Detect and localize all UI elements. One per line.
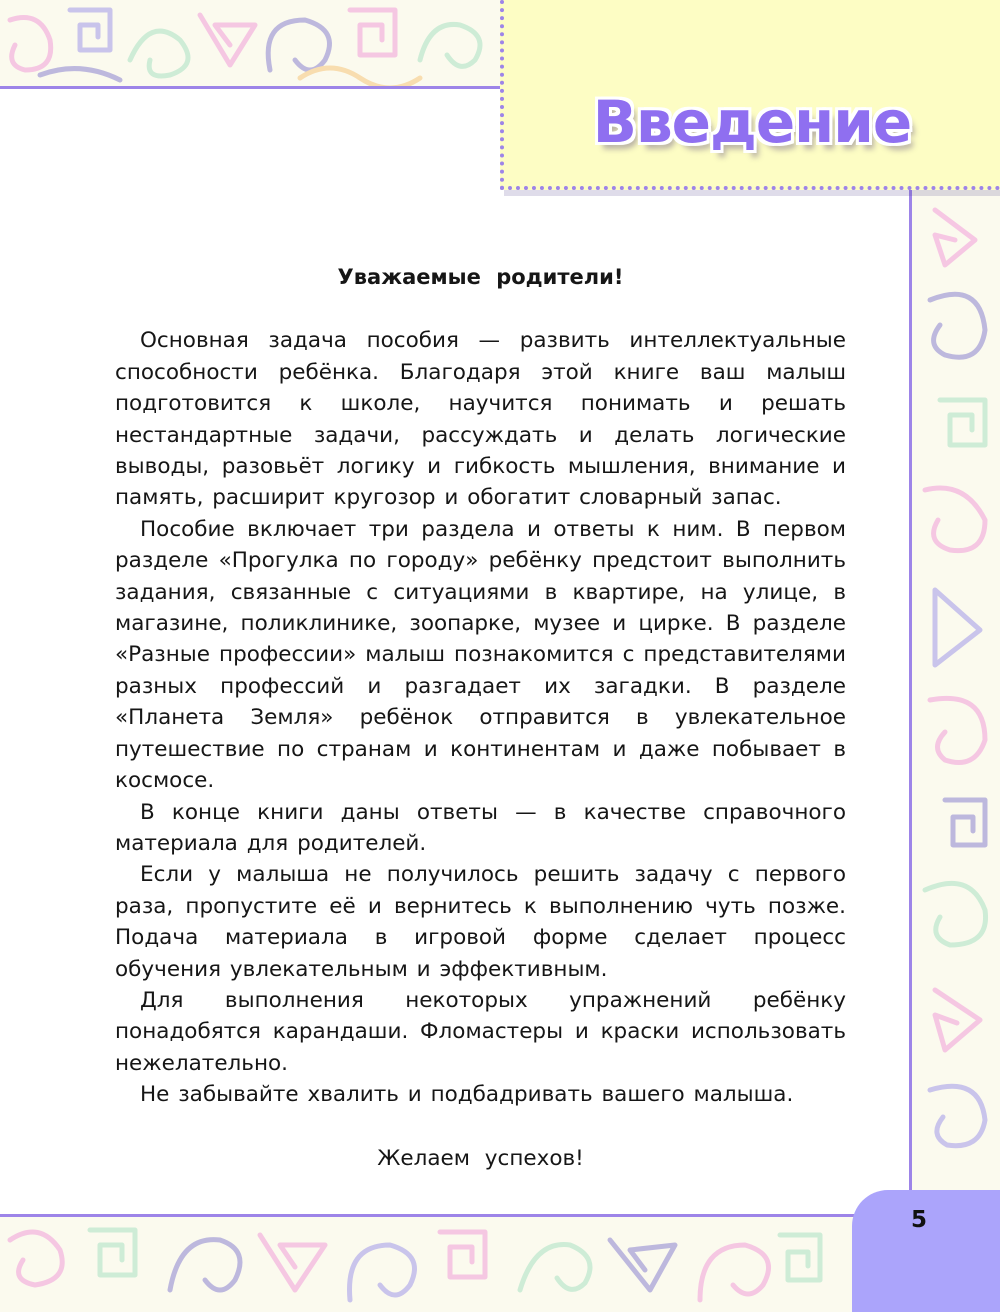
greeting-heading: Уважаемые родители!	[337, 265, 624, 289]
page-title: Введение	[592, 88, 912, 156]
paragraph: Если у малыша не получилось решить задачу с первого раза, пропустите её и вернитесь к выполнению чуть позже. Подача материала в игровой форме сделает процесс обучения увлекательным и эффективным.	[115, 862, 846, 982]
paragraph: Не забывайте хвалить и подбадривать вашего малыша.	[140, 1082, 794, 1108]
paragraph: В конце книги даны ответы — в качестве справочного материала для родителей.	[115, 799, 846, 856]
paragraph: Для выполнения некоторых упражнений ребёнку понадобятся карандаши. Фломастеры и краски использовать нежелательно.	[115, 987, 846, 1076]
intro-text	[115, 262, 846, 1174]
paragraph: Основная задача пособия — развить интеллектуальные способности ребёнка. Благодаря этой книге ваш малыш подготовится к школе, научится понимать и решать нестандартные задачи, рассуждать и делать логические выводы, разовьёт логику и гибкость мышления, внимание и память, расширит кругозор и обогатит словарный запас.	[115, 328, 846, 511]
page-number: 5	[910, 1207, 927, 1233]
title-banner	[500, 0, 1000, 190]
closing-line: Желаем успехов!	[377, 1145, 584, 1171]
paragraph: Пособие включает три раздела и ответы к ним. В первом разделе «Прогулка по городу» ребёнку предстоит выполнить задания, связанные с ситуациями в квартире, на улице, в магазине, поликлинике, зоопарке, музее и цирке. В разделе «Разные профессии» малыш познакомится с представителями разных профессий и разгадает их загадки. В разделе «Планета Земля» ребёнок отправится в увлекательное путешествие по странам и континентам и даже побывает в космосе.	[115, 516, 846, 794]
